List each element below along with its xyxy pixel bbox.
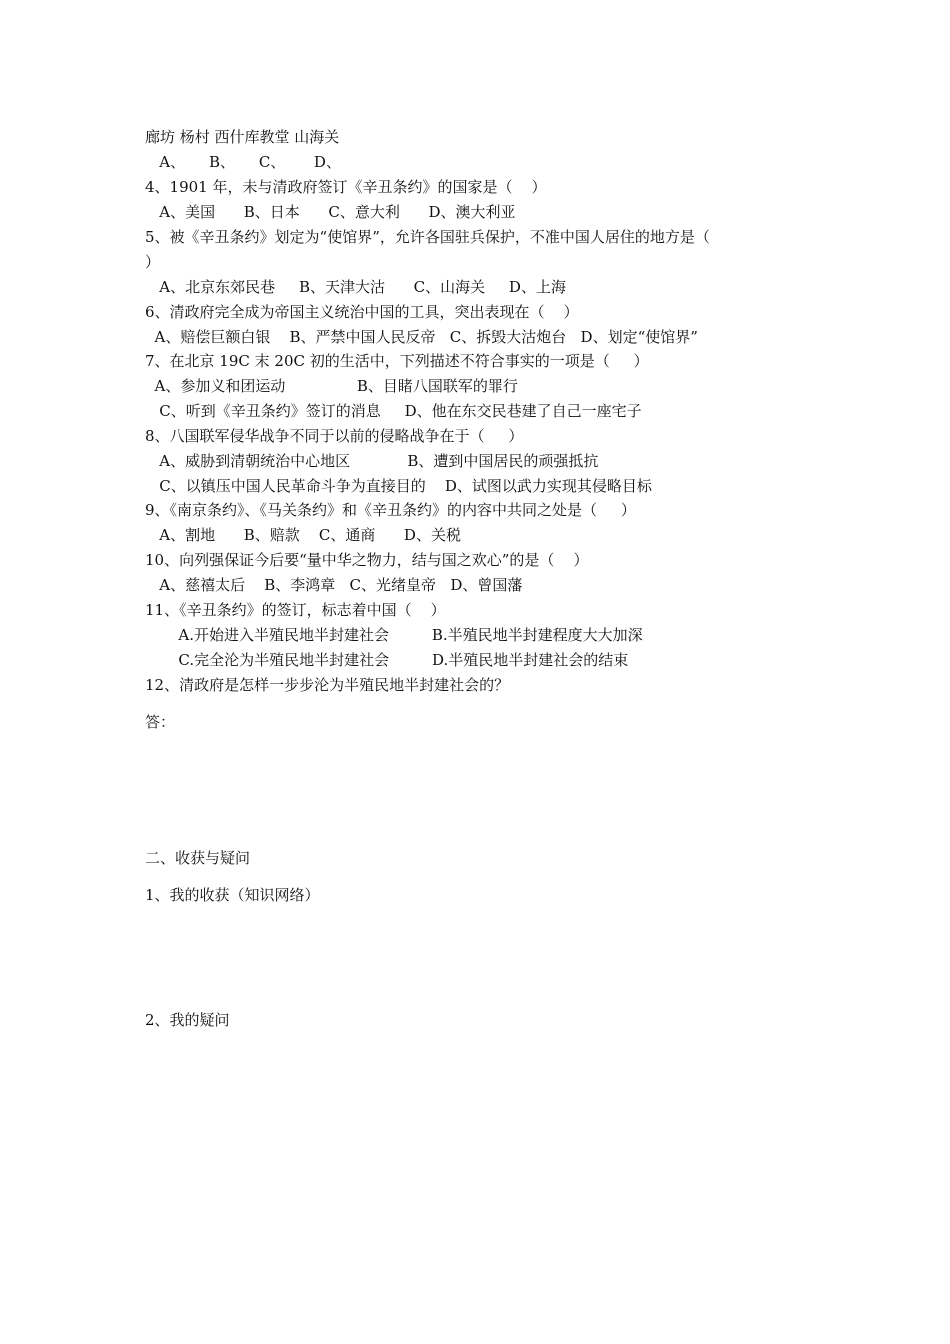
question-6: 6、清政府完全成为帝国主义统治中国的工具，突出表现在（ ）	[145, 303, 579, 321]
question-4-options: A、美国 B、日本 C、意大利 D、澳大利亚	[145, 203, 516, 221]
question-7-options-ab: A、参加义和团运动 B、目睹八国联军的罪行	[145, 377, 518, 395]
question-8-options-ab: A、威胁到清朝统治中心地区 B、遭到中国居民的顽强抵抗	[145, 452, 599, 470]
question-5-options: A、北京东郊民巷 B、天津大沽 C、山海关 D、上海	[145, 278, 566, 296]
question-11-options-cd: C.完全沦为半殖民地半封建社会 D.半殖民地半封建社会的结束	[145, 651, 629, 669]
text-line-q3-options: A、 B、 C、 D、	[145, 153, 341, 171]
question-11-options-ab: A.开始进入半殖民地半封建社会 B.半殖民地半封建程度大大加深	[145, 626, 643, 644]
question-6-options: A、赔偿巨额白银 B、严禁中国人民反帝 C、拆毁大沽炮台 D、划定“使馆界”	[145, 328, 698, 346]
question-7-options-cd: C、听到《辛丑条约》签订的消息 D、他在东交民巷建了自己一座宅子	[145, 402, 642, 420]
question-7: 7、在北京 19C 末 20C 初的生活中，下列描述不符合事实的一项是（ ）	[145, 352, 649, 370]
my-questions-heading: 2、我的疑问	[145, 1011, 230, 1029]
question-8-options-cd: C、以镇压中国人民革命斗争为直接目的 D、试图以武力实现其侵略目标	[145, 477, 652, 495]
question-10: 10、向列强保证今后要“量中华之物力，结与国之欢心”的是（ ）	[145, 551, 589, 569]
section-heading-2: 二、收获与疑问	[145, 849, 251, 867]
question-10-options: A、慈禧太后 B、李鸿章 C、光绪皇帝 D、曾国藩	[145, 576, 523, 594]
question-9: 9、《南京条约》、《马关条约》和《辛丑条约》的内容中共同之处是（ ）	[145, 501, 636, 519]
question-4: 4、1901 年，未与清政府签订《辛丑条约》的国家是（ ）	[145, 178, 547, 196]
answer-label: 答：	[145, 713, 176, 731]
question-5-continued: ）	[145, 253, 161, 271]
question-8: 8、八国联军侵华战争不同于以前的侵略战争在于（ ）	[145, 427, 524, 445]
question-11: 11、《辛丑条约》的签订，标志着中国（ ）	[145, 601, 446, 619]
text-line-places: 廊坊 杨村 西什库教堂 山海关	[145, 128, 340, 146]
question-12: 12、清政府是怎样一步步沦为半殖民地半封建社会的？	[145, 676, 510, 694]
my-gains-heading: 1、我的收获（知识网络）	[145, 886, 320, 904]
question-5: 5、被《辛丑条约》划定为“使馆界”，允许各国驻兵保护，不准中国人居住的地方是（	[145, 228, 710, 246]
question-9-options: A、割地 B、赔款 C、通商 D、关税	[145, 526, 461, 544]
